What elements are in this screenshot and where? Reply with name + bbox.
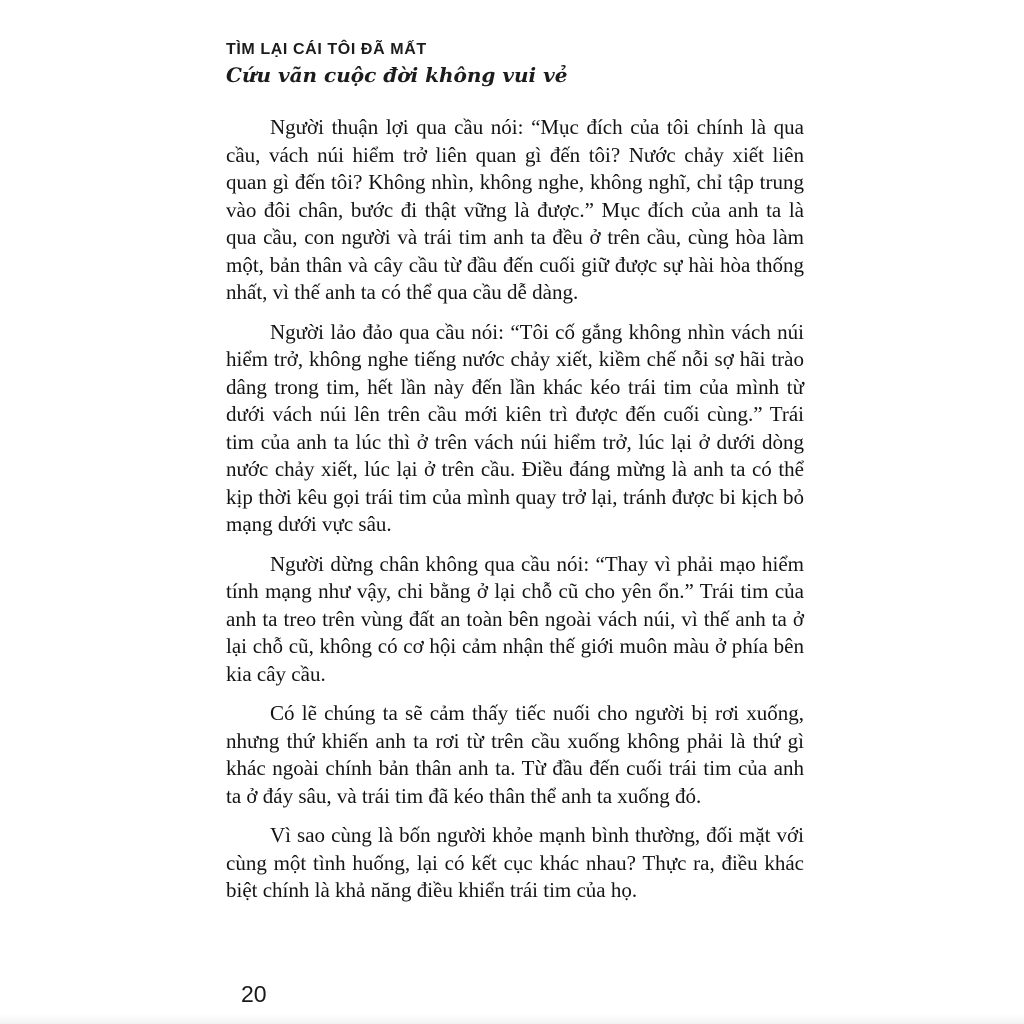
paragraph: Người thuận lợi qua cầu nói: “Mục đích của tôi chính là qua cầu, vách núi hiểm trở liên quan gì đến tôi? Nước chảy xiết liên quan gì đến tôi? Không nhìn, không nghe, không nghĩ, chỉ tập trung vào đôi chân, bước đi thật vững là được.” Mục đích của anh ta là qua cầu, con người và trái tim anh ta đều ở trên cầu, cùng hòa làm một, bản thân và cây cầu từ đầu đến cuối giữ được sự hài hòa thống nhất, vì thế anh ta có thể qua cầu dễ dàng.: [226, 115, 804, 304]
chapter-subtitle: Cứu vãn cuộc đời không vui vẻ: [226, 63, 568, 87]
paragraph: Người lảo đảo qua cầu nói: “Tôi cố gắng không nhìn vách núi hiểm trở, không nghe tiếng nước chảy xiết, kiềm chế nỗi sợ hãi trào dâng trong tim, hết lần này đến lần khác kéo trái tim của mình từ dưới vách núi lên trên cầu mới kiên trì được đến cuối cùng.” Trái tim của anh ta lúc thì ở trên vách núi hiểm trở, lúc lại ở dưới dòng nước chảy xiết, lúc lại ở trên cầu. Điều đáng mừng là anh ta có thể kịp thời kêu gọi trái tim của mình quay trở lại, tránh được bi kịch bỏ mạng dưới vực sâu.: [226, 319, 804, 536]
paragraph: Người dừng chân không qua cầu nói: “Thay vì phải mạo hiểm tính mạng như vậy, chi bằng ở lại chỗ cũ cho yên ổn.” Trái tim của anh ta treo trên vùng đất an toàn bên ngoài vách núi, vì thế anh ta ở lại chỗ cũ, không có cơ hội cảm nhận thế giới muôn màu ở phía bên kia cây cầu.: [226, 551, 804, 686]
running-header: [226, 40, 567, 88]
book-title: TÌM LẠI CÁI TÔI ĐÃ MẤT: [226, 41, 427, 58]
paragraph: Vì sao cùng là bốn người khỏe mạnh bình thường, đối mặt với cùng một tình huống, lại có kết cục khác nhau? Thực ra, điều khác biệt chính là khả năng điều khiển trái tim của họ.: [226, 823, 804, 902]
paragraph: Có lẽ chúng ta sẽ cảm thấy tiếc nuối cho người bị rơi xuống, nhưng thứ khiến anh ta rơi từ trên cầu xuống không phải là thứ gì khác ngoài chính bản thân anh ta. Từ đầu đến cuối trái tim của anh ta ở đáy sâu, và trái tim đã kéo thân thể anh ta xuống đó.: [226, 701, 804, 808]
page-number: 20: [241, 981, 267, 1007]
body-text: [226, 114, 804, 917]
